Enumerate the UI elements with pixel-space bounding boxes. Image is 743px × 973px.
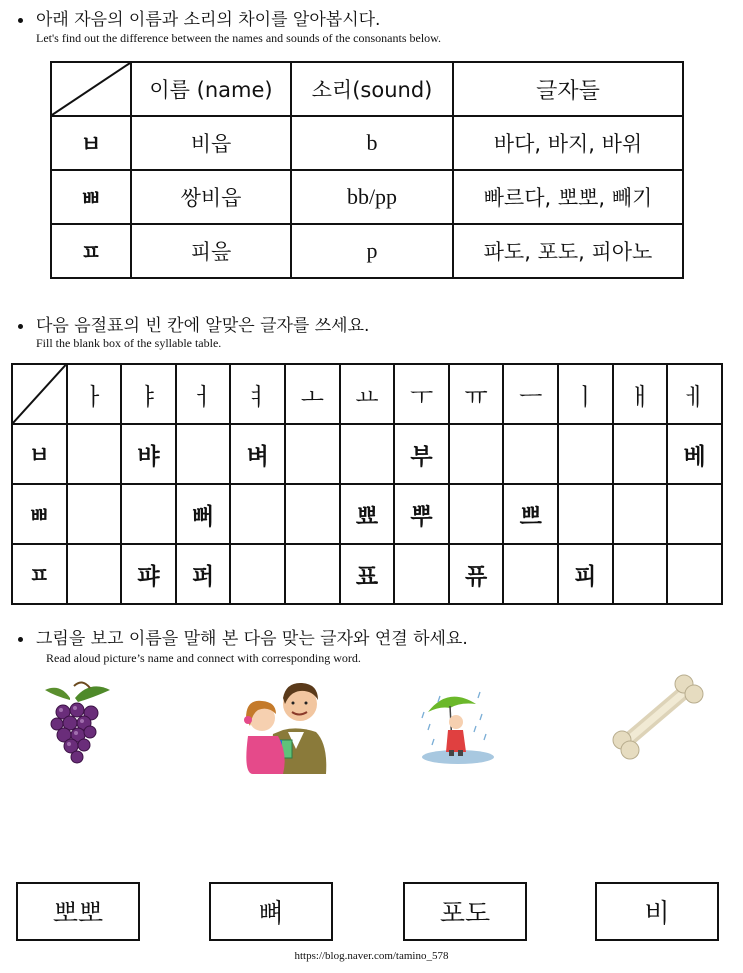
section3-instruction-en: Read aloud picture’s name and connect with corresponding word. bbox=[46, 651, 361, 665]
consonant-label: ㅍ bbox=[12, 544, 67, 604]
section2-instruction-ko: 다음 음절표의 빈 칸에 알맞은 글자를 쓰세요. bbox=[36, 316, 370, 336]
syllable-cell[interactable] bbox=[67, 424, 122, 484]
syllable-cell[interactable]: 부 bbox=[394, 424, 449, 484]
syllable-cell[interactable] bbox=[503, 424, 558, 484]
vowel-header: ㅑ bbox=[121, 364, 176, 424]
vowel-header: ㅣ bbox=[558, 364, 613, 424]
kiss-picture[interactable] bbox=[228, 674, 328, 774]
table-row bbox=[51, 116, 683, 170]
consonant-label: ㅃ bbox=[51, 170, 131, 224]
syllable-cell[interactable]: 뱌 bbox=[121, 424, 176, 484]
syllable-cell[interactable] bbox=[67, 544, 122, 604]
word-box[interactable]: 포도 bbox=[403, 882, 527, 941]
section1-instruction-ko: 아래 자음의 이름과 소리의 차이를 알아봅시다. bbox=[36, 10, 381, 30]
syllable-cell[interactable] bbox=[667, 544, 722, 604]
diagonal-cell bbox=[12, 364, 67, 424]
syllable-cell[interactable]: 퍼 bbox=[176, 544, 231, 604]
syllable-cell[interactable] bbox=[667, 484, 722, 544]
word-box[interactable]: 비 bbox=[595, 882, 719, 941]
table-row bbox=[51, 224, 683, 278]
syllable-cell[interactable] bbox=[67, 484, 122, 544]
syllable-cell[interactable]: 퍄 bbox=[121, 544, 176, 604]
vowel-header: ㅠ bbox=[449, 364, 504, 424]
syllable-cell[interactable] bbox=[230, 484, 285, 544]
consonant-name: 피읖 bbox=[131, 224, 291, 278]
bullet bbox=[18, 637, 23, 642]
syllable-cell[interactable] bbox=[613, 424, 668, 484]
syllable-cell[interactable] bbox=[285, 484, 340, 544]
syllable-cell[interactable] bbox=[121, 484, 176, 544]
consonant-label: ㅂ bbox=[12, 424, 67, 484]
syllable-cell[interactable] bbox=[613, 544, 668, 604]
vowel-header: ㅗ bbox=[285, 364, 340, 424]
syllable-cell[interactable] bbox=[503, 544, 558, 604]
syllable-cell[interactable] bbox=[285, 424, 340, 484]
grapes-picture[interactable] bbox=[30, 678, 120, 768]
example-letters: 파도, 포도, 피아노 bbox=[453, 224, 683, 278]
header-letters: 글자들 bbox=[453, 62, 683, 116]
syllable-cell[interactable] bbox=[176, 424, 231, 484]
vowel-header: ㅏ bbox=[67, 364, 122, 424]
word-box[interactable]: 뼈 bbox=[209, 882, 333, 941]
rain-picture[interactable] bbox=[420, 684, 500, 769]
syllable-cell[interactable]: 베 bbox=[667, 424, 722, 484]
footer-url: https://blog.naver.com/tamino_578 bbox=[294, 950, 449, 962]
vowel-header: ㅕ bbox=[230, 364, 285, 424]
consonant-label: ㅂ bbox=[51, 116, 131, 170]
vowel-header: ㅐ bbox=[613, 364, 668, 424]
syllable-cell[interactable] bbox=[449, 484, 504, 544]
diagonal-cell bbox=[51, 62, 131, 116]
vowel-header: ㅔ bbox=[667, 364, 722, 424]
header-sound: 소리(sound) bbox=[291, 62, 453, 116]
syllable-cell[interactable]: 퓨 bbox=[449, 544, 504, 604]
section3-instruction-ko: 그림을 보고 이름을 말해 본 다음 맞는 글자와 연결 하세요. bbox=[36, 629, 468, 649]
bullet bbox=[18, 18, 23, 23]
consonant-sound: b bbox=[291, 116, 453, 170]
vowel-header: ㅛ bbox=[340, 364, 395, 424]
section2-instruction-en: Fill the blank box of the syllable table. bbox=[36, 336, 222, 350]
syllable-cell[interactable] bbox=[394, 544, 449, 604]
header-name: 이름 (name) bbox=[131, 62, 291, 116]
syllable-cell[interactable]: 표 bbox=[340, 544, 395, 604]
syllable-cell[interactable]: 뿌 bbox=[394, 484, 449, 544]
word-box[interactable]: 뽀뽀 bbox=[16, 882, 140, 941]
syllable-cell[interactable] bbox=[558, 424, 613, 484]
syllable-cell[interactable] bbox=[558, 484, 613, 544]
table-row bbox=[51, 170, 683, 224]
vowel-header: ㅡ bbox=[503, 364, 558, 424]
consonant-name: 쌍비읍 bbox=[131, 170, 291, 224]
syllable-cell[interactable]: 뾰 bbox=[340, 484, 395, 544]
syllable-table bbox=[11, 363, 723, 605]
table-row bbox=[12, 424, 722, 484]
syllable-cell[interactable]: 뻐 bbox=[176, 484, 231, 544]
syllable-cell[interactable] bbox=[230, 544, 285, 604]
syllable-cell[interactable] bbox=[340, 424, 395, 484]
vowel-header-row bbox=[12, 364, 722, 424]
syllable-cell[interactable] bbox=[449, 424, 504, 484]
bullet bbox=[18, 324, 23, 329]
table-header-row bbox=[51, 62, 683, 116]
syllable-cell[interactable] bbox=[613, 484, 668, 544]
section1-instruction-en: Let's find out the difference between the names and sounds of the consonants below. bbox=[36, 31, 442, 45]
consonant-label: ㅃ bbox=[12, 484, 67, 544]
consonant-table bbox=[50, 61, 684, 279]
consonant-label: ㅍ bbox=[51, 224, 131, 278]
vowel-header: ㅓ bbox=[176, 364, 231, 424]
consonant-name: 비읍 bbox=[131, 116, 291, 170]
example-letters: 빠르다, 뽀뽀, 빼기 bbox=[453, 170, 683, 224]
syllable-cell[interactable]: 벼 bbox=[230, 424, 285, 484]
syllable-cell[interactable]: 피 bbox=[558, 544, 613, 604]
syllable-cell[interactable]: 쁘 bbox=[503, 484, 558, 544]
consonant-sound: bb/pp bbox=[291, 170, 453, 224]
example-letters: 바다, 바지, 바위 bbox=[453, 116, 683, 170]
syllable-cell[interactable] bbox=[285, 544, 340, 604]
table-row bbox=[12, 484, 722, 544]
vowel-header: ㅜ bbox=[394, 364, 449, 424]
table-row bbox=[12, 544, 722, 604]
bone-picture[interactable] bbox=[610, 670, 710, 770]
consonant-sound: p bbox=[291, 224, 453, 278]
